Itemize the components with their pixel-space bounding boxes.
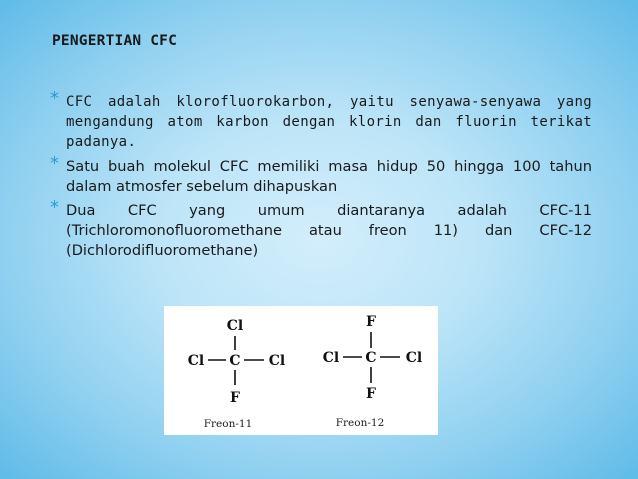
freon11-right-atom: Cl (268, 353, 286, 369)
bullet-asterisk-icon: * (50, 197, 59, 219)
bullet-item-cfc-definition (50, 88, 592, 153)
freon-12-structure (323, 314, 422, 429)
bullet-text: CFC adalah klorofluorokarbon, yaitu senyawa-senyawa yang mengandung atom karbon dengan klorin dan fluorin terikat padanya. (66, 94, 592, 151)
freon-11-structure (188, 318, 285, 430)
freon12-bottom-atom: F (366, 386, 376, 402)
freon12-left-atom: Cl (322, 350, 340, 366)
slide-title: PENGERTIAN CFC (52, 33, 178, 49)
freon11-caption: Freon-11 (203, 418, 253, 430)
freon12-top-atom: F (366, 314, 376, 330)
bullet-asterisk-icon: * (50, 152, 59, 174)
freon-structures-diagram (164, 306, 438, 435)
freon-structures-figure (164, 306, 438, 435)
freon11-bottom-atom: F (230, 390, 240, 406)
bullet-asterisk-icon: * (50, 88, 60, 109)
freon11-center-atom: C (229, 353, 241, 369)
freon11-top-atom: Cl (226, 318, 244, 334)
freon11-left-atom: Cl (187, 353, 205, 369)
bullet-item-cfc-lifetime (50, 152, 592, 197)
freon12-caption: Freon-12 (335, 417, 385, 429)
bullet-item-common-cfcs (50, 197, 592, 262)
freon12-center-atom: C (365, 350, 377, 366)
bullet-list (50, 88, 592, 266)
freon12-right-atom: Cl (405, 350, 423, 366)
bullet-text: Dua CFC yang umum diantaranya adalah CFC-11 (Trichloromonofluoromethane atau freon 11) dan CFC-12 (Dichlorodifluoromethane) (66, 202, 592, 260)
bullet-text: Satu buah molekul CFC memiliki masa hidup 50 hingga 100 tahun dalam atmosfer sebelum dihapuskan (66, 157, 592, 195)
